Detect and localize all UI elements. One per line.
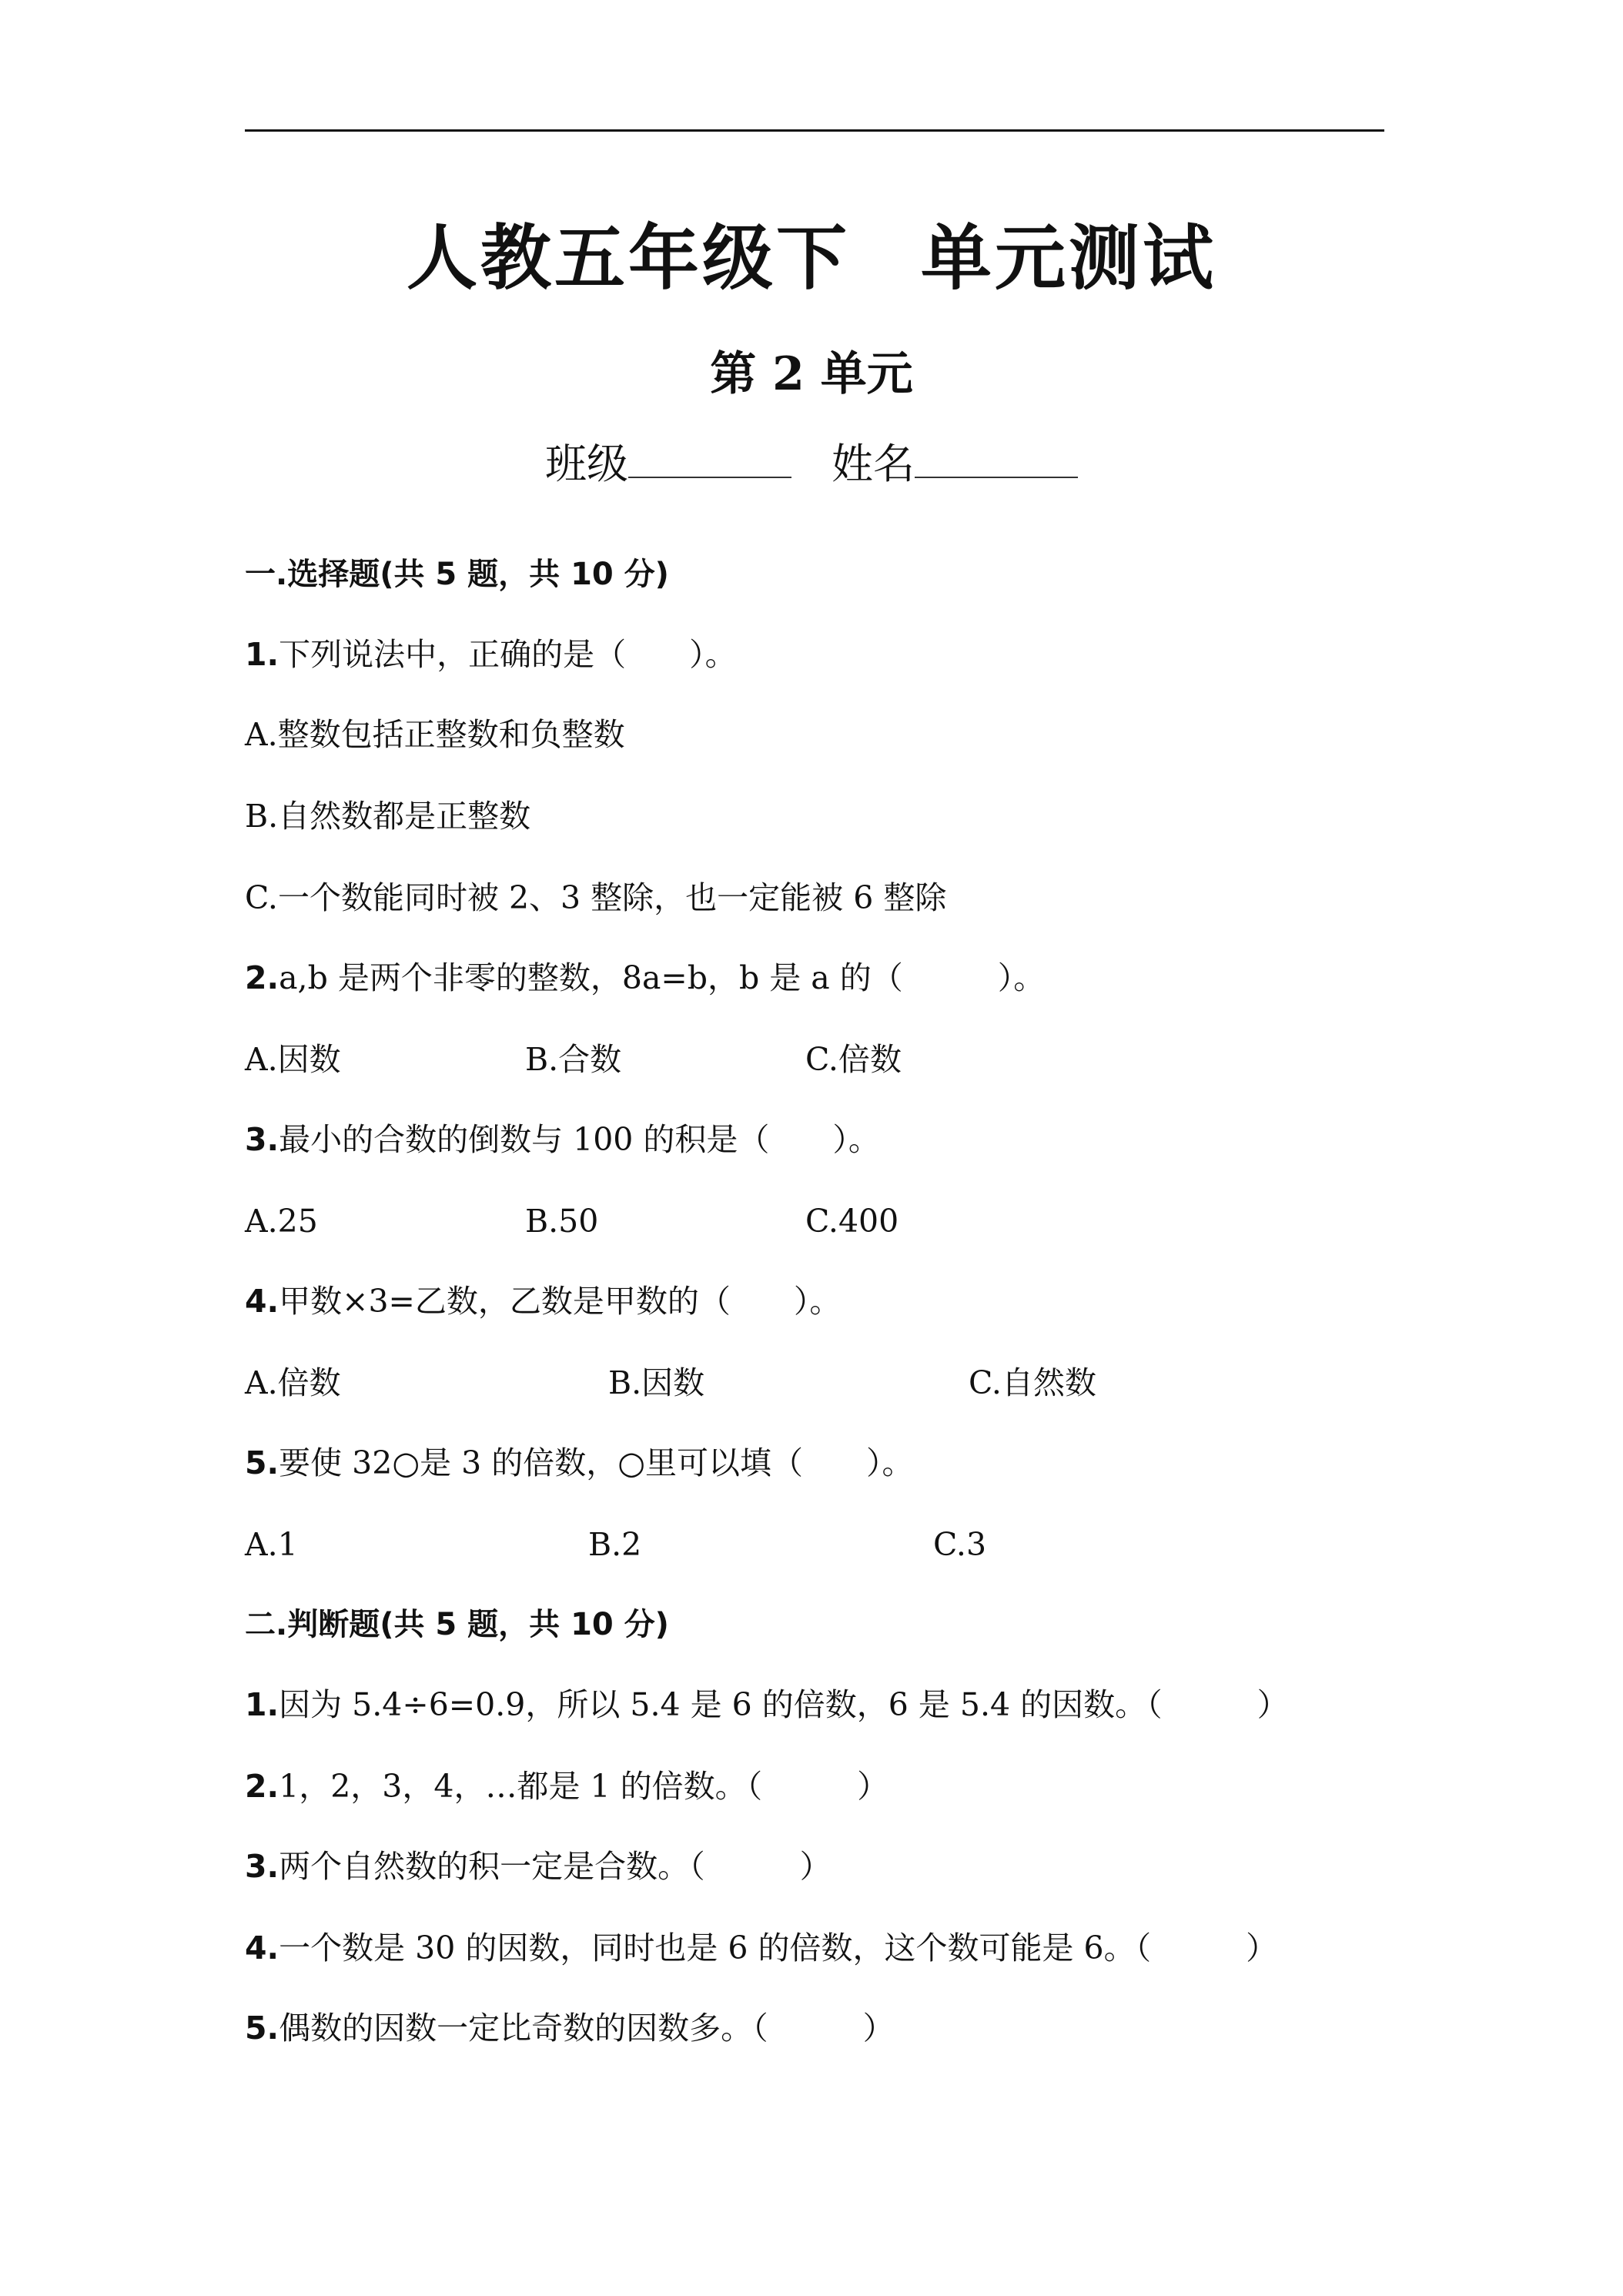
s1-q2-option-a: A.因数 (245, 1041, 341, 1078)
s1-question-2 (245, 956, 1045, 999)
s1-q4-option-b: B.因数 (608, 1364, 705, 1401)
s1-q3-option-c: C.400 (805, 1203, 899, 1240)
student-info (0, 431, 1623, 490)
s2-question-5 (245, 2006, 895, 2050)
question-number: 4. (245, 1930, 279, 1966)
question-number: 5. (245, 1444, 279, 1481)
class-label: 班级 (545, 440, 628, 488)
question-number: 1. (245, 1686, 279, 1723)
s1-question-3 (245, 1118, 880, 1161)
question-number: 1. (245, 636, 279, 673)
name-label: 姓名 (832, 440, 915, 488)
s2-question-2 (245, 1765, 888, 1808)
question-text: 下列说法中，正确的是（ ）。 (279, 636, 737, 673)
question-number: 2. (245, 959, 279, 996)
s2-question-1 (245, 1683, 1289, 1726)
question-text: 两个自然数的积一定是合数。（ ） (279, 1848, 832, 1885)
title-part-1: 人教五年级下 (406, 217, 850, 300)
question-text: 要使 32○是 3 的倍数，○里可以填（ ）。 (279, 1444, 914, 1481)
s1-q1-option-b: B.自然数都是正整数 (245, 798, 531, 835)
name-blank[interactable] (915, 440, 1078, 478)
s1-q1-option-c: C.一个数能同时被 2、3 整除，也一定能被 6 整除 (245, 879, 947, 916)
s1-q5-option-a: A.1 (245, 1526, 298, 1563)
s1-q3-option-b: B.50 (525, 1203, 599, 1240)
page-title (0, 202, 1623, 303)
question-text: 因为 5.4÷6=0.9，所以 5.4 是 6 的倍数，6 是 5.4 的因数。（ ） (279, 1686, 1289, 1723)
question-text: 最小的合数的倒数与 100 的积是（ ）。 (279, 1121, 880, 1158)
question-text: 甲数×3=乙数，乙数是甲数的（ ）。 (279, 1283, 842, 1320)
s1-q3-option-a: A.25 (245, 1203, 318, 1240)
unit-subtitle: 第 2 单元 (710, 347, 913, 401)
s1-q5-option-b: B.2 (588, 1526, 642, 1563)
section-1-heading: 一.选择题(共 5 题，共 10 分) (245, 557, 669, 592)
question-text: a,b 是两个非零的整数，8a=b，b 是 a 的（ ）。 (279, 959, 1046, 996)
s1-q4-option-c: C.自然数 (969, 1364, 1096, 1401)
question-number: 4. (245, 1283, 279, 1320)
s1-q4-option-a: A.倍数 (245, 1364, 341, 1401)
s2-question-3 (245, 1845, 832, 1888)
s1-question-1 (245, 633, 737, 676)
s2-question-4 (245, 1926, 1277, 1970)
question-text: 偶数的因数一定比奇数的因数多。（ ） (279, 2010, 895, 2047)
s1-q5-option-c: C.3 (933, 1526, 987, 1563)
question-number: 3. (245, 1848, 279, 1885)
question-number: 2. (245, 1768, 279, 1805)
question-text: 一个数是 30 的因数，同时也是 6 的倍数，这个数可能是 6。（ ） (279, 1930, 1278, 1966)
question-number: 5. (245, 2010, 279, 2047)
question-number: 3. (245, 1121, 279, 1158)
s1-question-4 (245, 1280, 841, 1323)
s1-question-5 (245, 1441, 914, 1484)
s1-q2-option-c: C.倍数 (805, 1041, 902, 1078)
top-divider (245, 129, 1384, 132)
section-2-heading: 二.判断题(共 5 题，共 10 分) (245, 1607, 669, 1642)
s1-q2-option-b: B.合数 (525, 1041, 622, 1078)
s1-q1-option-a: A.整数包括正整数和负整数 (245, 716, 625, 753)
class-blank[interactable] (628, 440, 791, 478)
title-part-2: 单元测试 (921, 217, 1217, 300)
question-text: 1，2，3，4，…都是 1 的倍数。（ ） (279, 1768, 889, 1805)
